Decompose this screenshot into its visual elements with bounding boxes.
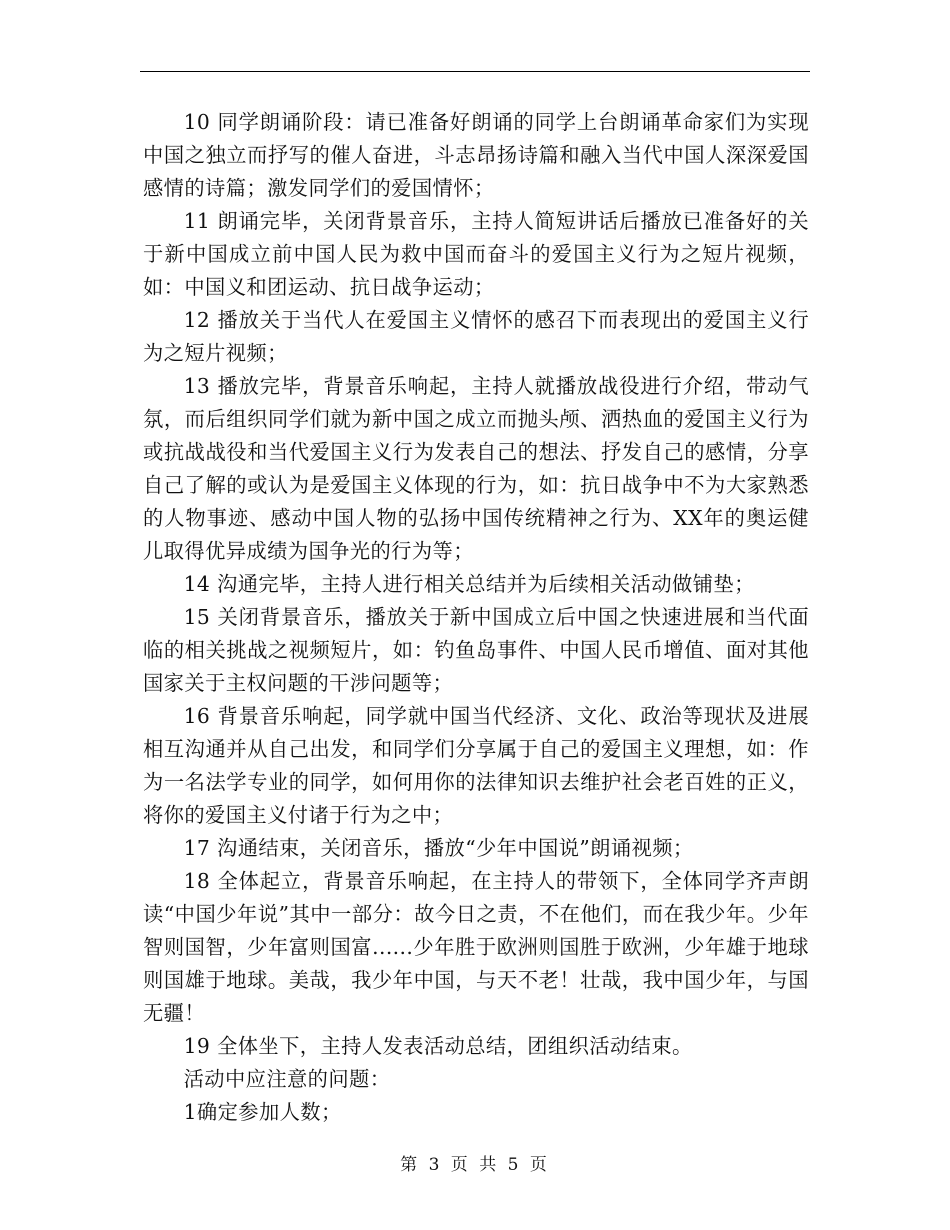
document-body [143,106,809,1129]
paragraph-step-18: 18 全体起立，背景音乐响起，在主持人的带领下，全体同学齐声朗读“中国少年说”其中一部分：故今日之责，不在他们，而在我少年。少年智则国智，少年富则国富......少年胜于欧洲则国胜于欧洲，少年雄于地球则国雄于地球。美哉，我少年中国，与天不老！壮哉，我中国少年，与国无疆！ [143,869,809,1025]
paragraph-step-10: 10 同学朗诵阶段：请已准备好朗诵的同学上台朗诵革命家们为实现中国之独立而抒写的催人奋进，斗志昂扬诗篇和融入当代中国人深深爱国感情的诗篇；激发同学们的爱国情怀； [143,110,809,200]
paragraph-step-16: 16 背景音乐响起，同学就中国当代经济、文化、政治等现状及进展相互沟通并从自己出发，和同学们分享属于自己的爱国主义理想，如：作为一名法学专业的同学，如何用你的法律知识去维护社会老百姓的正义，将你的爱国主义付诸于行为之中； [143,704,809,827]
header-rule [140,71,810,72]
paragraph-step-15: 15 关闭背景音乐，播放关于新中国成立后中国之快速进展和当代面临的相关挑战之视频短片，如：钓鱼岛事件、中国人民币增值、面对其他国家关于主权问题的干涉问题等； [143,605,809,695]
section-heading-notes: 活动中应注意的问题： [183,1067,391,1091]
paragraph-step-14: 14 沟通完毕，主持人进行相关总结并为后续相关活动做铺垫； [183,572,755,596]
paragraph-step-11: 11 朗诵完毕，关闭背景音乐，主持人简短讲话后播放已准备好的关于新中国成立前中国人民为救中国而奋斗的爱国主义行为之短片视频，如：中国义和团运动、抗日战争运动； [143,209,809,299]
paragraph-note-1: 1确定参加人数； [183,1100,342,1124]
paragraph-step-12: 12 播放关于当代人在爱国主义情怀的感召下而表现出的爱国主义行为之短片视频； [143,308,809,365]
page-number-footer: 第 3 页 共 5 页 [400,1155,550,1175]
paragraph-step-13: 13 播放完毕，背景音乐响起，主持人就播放战役进行介绍，带动气氛，而后组织同学们就为新中国之成立而抛头颅、洒热血的爱国主义行为或抗战战役和当代爱国主义行为发表自己的想法、抒发自己的感情，分享自己了解的或认为是爱国主义体现的行为，如：抗日战争中不为大家熟悉的人物事迹、感动中国人物的弘扬中国传统精神之行为、XX年的奥运健儿取得优异成绩为国争光的行为等； [143,374,809,563]
paragraph-step-17: 17 沟通结束，关闭音乐，播放“少年中国说”朗诵视频； [183,836,694,860]
paragraph-step-19: 19 全体坐下，主持人发表活动总结，团组织活动结束。 [183,1034,693,1058]
